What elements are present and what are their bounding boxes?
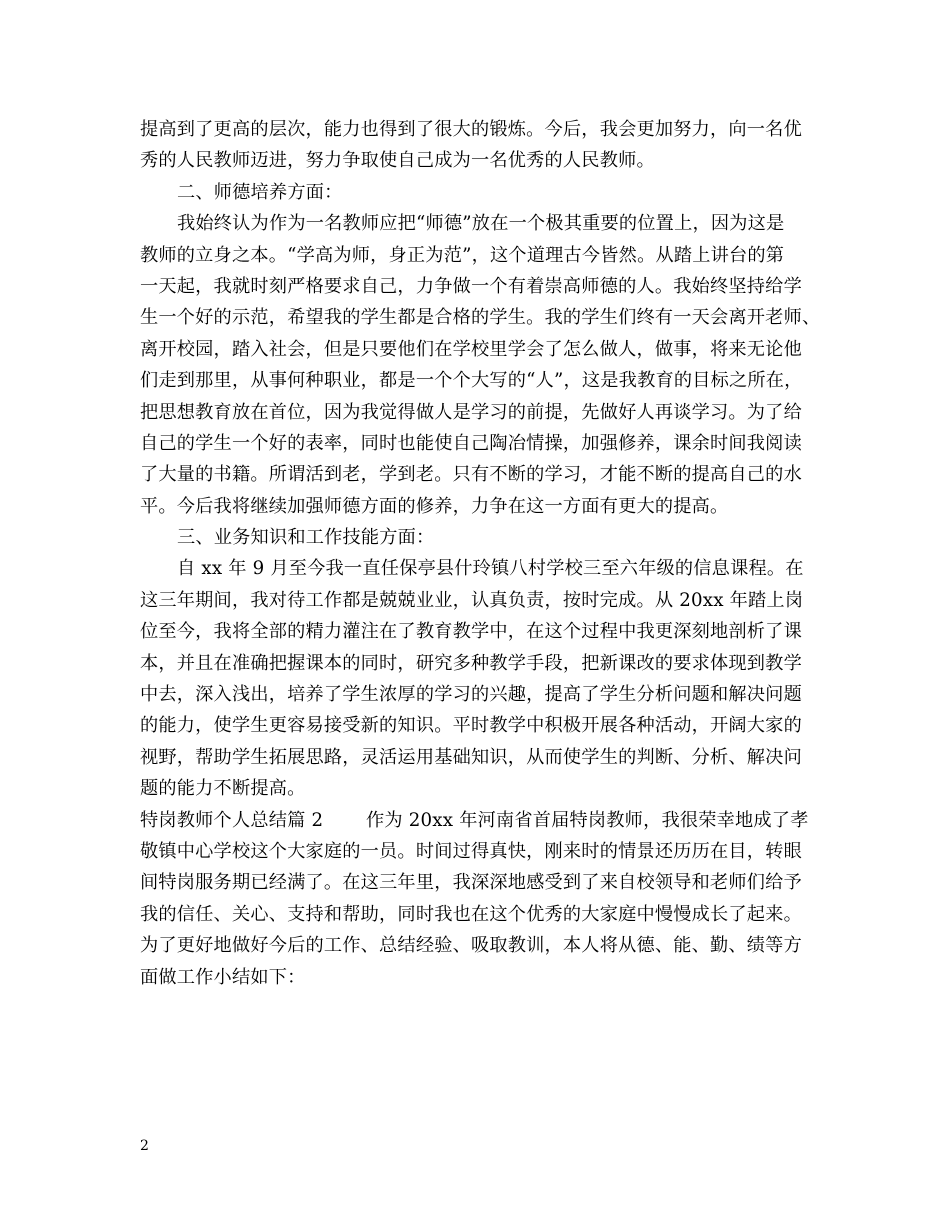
text-line: 教师的立身之本。“学高为师，身正为范”，这个道理古今皆然。从踏上讲台的第 <box>140 244 785 266</box>
text-line: 自己的学生一个好的表率，同时也能使自己陶冶情操，加强修养，课余时间我阅读 <box>140 432 802 454</box>
text-line: 一天起，我就时刻严格要求自己，力争做一个有着崇高师德的人。我始终坚持给学 <box>140 275 802 297</box>
text-line: 本，并且在准确把握课本的同时，研究多种教学手段，把新课改的要求体现到教学 <box>140 652 802 674</box>
text-line: 为了更好地做好今后的工作、总结经验、吸取教训，本人将从德、能、勤、绩等方 <box>140 935 802 957</box>
text-line: 们走到那里，从事何种职业，都是一个个大写的“人”，这是我教育的目标之所在， <box>140 370 803 392</box>
section-heading: 二、师德培养方面： <box>177 181 343 203</box>
text-line: 敬镇中心学校这个大家庭的一员。时间过得真快，刚来时的情景还历历在目，转眼 <box>140 840 802 862</box>
text-line: 自 xx 年 9 月至今我一直任保亭县什玲镇八村学校三至六年级的信息课程。在 <box>177 558 804 580</box>
text-line: 间特岗服务期已经满了。在这三年里，我深深地感受到了来自校领导和老师们给予 <box>140 872 802 894</box>
page-number: 2 <box>140 1138 149 1154</box>
text-line: 位至今，我将全部的精力灌注在了教育教学中，在这个过程中我更深刻地剖析了课 <box>140 621 802 643</box>
text-line: 秀的人民教师迈进，努力争取使自己成为一名优秀的人民教师。 <box>140 150 655 172</box>
text-line: 把思想教育放在首位，因为我觉得做人是学习的前提，先做好人再谈学习。为了给 <box>140 401 802 423</box>
text-line: 提高到了更高的层次，能力也得到了很大的锻炼。今后，我会更加努力，向一名优 <box>140 119 802 140</box>
section-heading: 三、业务知识和工作技能方面： <box>177 527 435 549</box>
text-line: 中去，深入浅出，培养了学生浓厚的学习的兴趣，提高了学生分析问题和解决问题 <box>140 684 802 706</box>
text-line: 离开校园，踏入社会，但是只要他们在学校里学会了怎么做人，做事，将来无论他 <box>140 338 802 360</box>
text-line: 我的信任、关心、支持和帮助，同时我也在这个优秀的大家庭中慢慢成长了起来。 <box>140 903 802 925</box>
text-line: 视野，帮助学生拓展思路，灵活运用基础知识，从而使学生的判断、分析、解决问 <box>140 746 802 768</box>
text-line: 我始终认为作为一名教师应把“师德”放在一个极其重要的位置上，因为这是 <box>177 213 785 235</box>
text-line: 题的能力不断提高。 <box>140 778 306 800</box>
text-line: 平。今后我将继续加强师德方面的修养，力争在这一方面有更大的提高。 <box>140 495 729 517</box>
text-line: 了大量的书籍。所谓活到老，学到老。只有不断的学习，才能不断的提高自己的水 <box>140 464 802 486</box>
text-line: 面做工作小结如下： <box>140 966 306 988</box>
text-line: 生一个好的示范，希望我的学生都是合格的学生。我的学生们终有一天会离开老师、 <box>140 307 821 329</box>
document-body <box>140 114 820 993</box>
text-line: 的能力，使学生更容易接受新的知识。平时教学中积极开展各种活动，开阔大家的 <box>140 715 802 737</box>
text-line: 特岗教师个人总结篇 2 作为 20xx 年河南省首届特岗教师，我很荣幸地成了孝 <box>140 809 809 831</box>
text-line: 这三年期间，我对待工作都是兢兢业业，认真负责，按时完成。从 20xx 年踏上岗 <box>140 589 804 611</box>
